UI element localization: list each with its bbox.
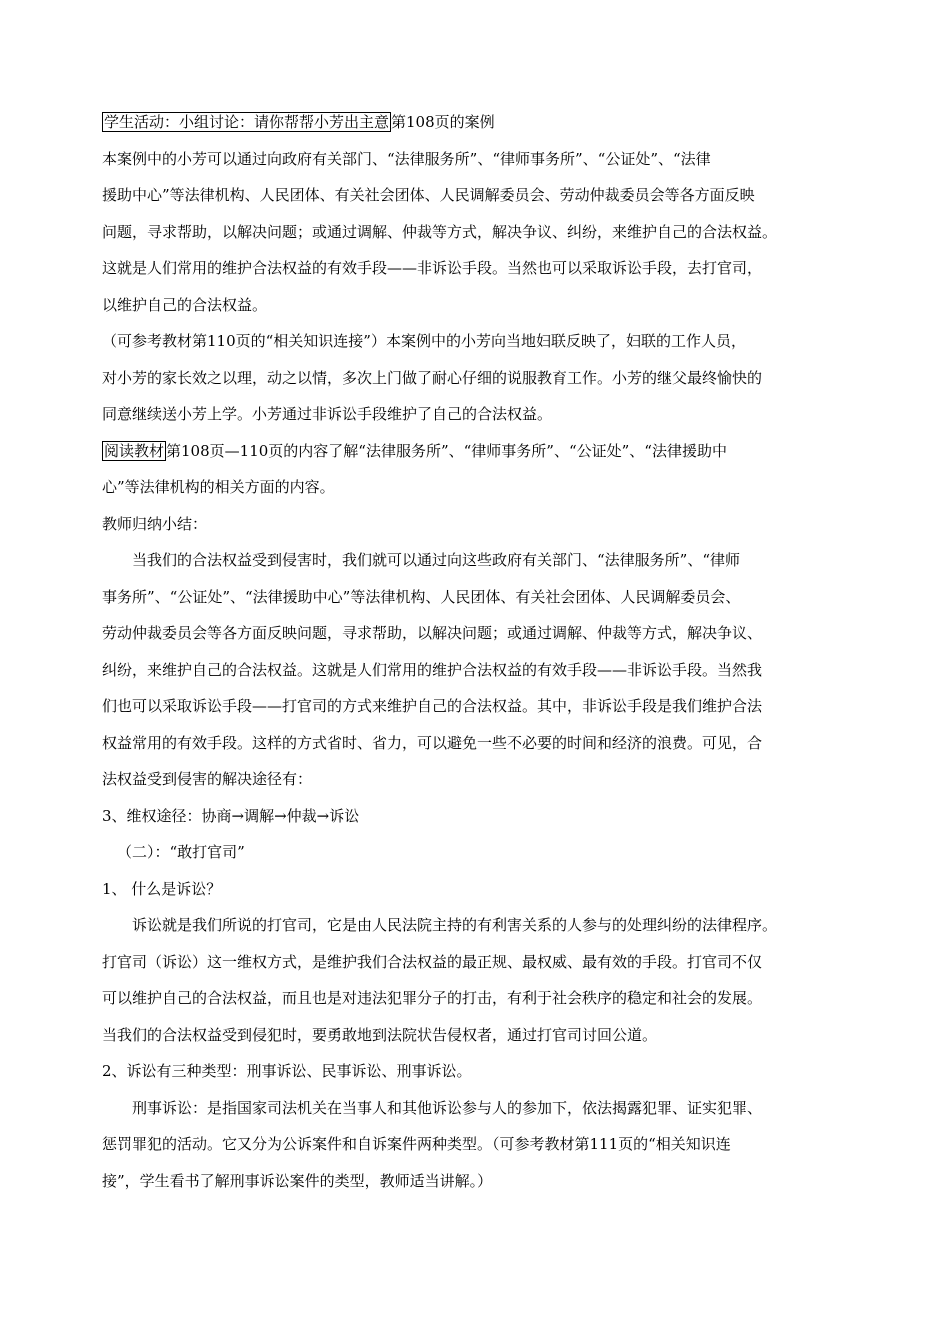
text-line: （可参考教材第110页的“相关知识连接”）本案例中的小芳向当地妇联反映了，妇联的工作人员， (102, 332, 746, 350)
boxed-label: 学生活动：小组讨论：请你帮帮小芳出主意 (104, 113, 390, 131)
text-line: 事务所”、“公证处”、“法律援助中心”等法律机构、人民团体、有关社会团体、人民调解委员会、 (102, 587, 741, 606)
text-line: 3、维权途径：协商→调解→仲裁→诉讼 (102, 806, 360, 825)
criminal-litigation-paragraph (102, 1090, 862, 1200)
text-line: 劳动仲裁委员会等各方面反映问题，寻求帮助，以解决问题；或通过调解、仲裁等方式，解决争议、 (102, 624, 763, 642)
text-line: 诉讼就是我们所说的打官司，它是由人民法院主持的有利害关系的人参与的处理纠纷的法律程序。 (132, 916, 778, 934)
text-line: 当我们的合法权益受到侵害时，我们就可以通过向这些政府有关部门、“法律服务所”、“律师 (132, 551, 741, 569)
text-line: 们也可以采取诉讼手段——打官司的方式来维护自己的合法权益。其中，非诉讼手段是我们维护合法 (102, 697, 763, 715)
text-line: （二）：“敢打官司” (117, 843, 245, 861)
reading-rest: 第108页—110页的内容了解“法律服务所”、“律师事务所”、“公证处”、“法律援助中 (166, 441, 727, 460)
litigation-paragraph (102, 907, 862, 1053)
text-line: 同意继续送小芳上学。小芳通过非诉讼手段维护了自己的合法权益。 (102, 405, 553, 423)
question-heading (102, 871, 862, 908)
text-line: 惩罚罪犯的活动。它又分为公诉案件和自诉案件两种类型。（可参考教材第111页的“相关知识连 (102, 1135, 731, 1153)
text-line: 本案例中的小芳可以通过向政府有关部门、“法律服务所”、“律师事务所”、“公证处”、“法律 (102, 149, 711, 168)
document-body (102, 104, 862, 1199)
text-line: 对小芳的家长效之以理，动之以情，多次上门做了耐心仔细的说服教育工作。小芳的继父最终愉快的 (102, 368, 763, 387)
heading-rest: 第108页的案例 (391, 113, 495, 131)
summary-paragraph (102, 542, 862, 798)
text-line: 法权益受到侵害的解决途径有： (102, 770, 313, 788)
reference-paragraph (102, 323, 862, 433)
student-activity-heading (102, 104, 862, 141)
boxed-label: 阅读教材 (104, 441, 165, 460)
text-line: 问题，寻求帮助，以解决问题；或通过调解、仲裁等方式，解决争议、纠纷，来维护自己的合法权益。 (102, 222, 778, 241)
text-line: 刑事诉讼：是指国家司法机关在当事人和其他诉讼参与人的参加下，依法揭露犯罪、证实犯罪、 (132, 1098, 763, 1117)
text-line (102, 433, 862, 470)
text-line: 这就是人们常用的维护合法权益的有效手段——非诉讼手段。当然也可以采取诉讼手段，去打官司， (102, 259, 763, 277)
rights-path-item (102, 798, 862, 835)
text-line: 教师归纳小结： (102, 514, 208, 533)
text-line: 援助中心”等法律机构、人民团体、有关社会团体、人民调解委员会、劳动仲裁委员会等各方面反映 (102, 186, 755, 204)
text-line: 当我们的合法权益受到侵犯时，要勇敢地到法院状告侵权者，通过打官司讨回公道。 (102, 1025, 658, 1044)
text-line: 权益常用的有效手段。这样的方式省时、省力，可以避免一些不必要的时间和经济的浪费。可见，合 (102, 733, 763, 752)
text-line: 以维护自己的合法权益。 (102, 295, 268, 314)
litigation-types-item (102, 1053, 862, 1090)
text-line: 纠纷，来维护自己的合法权益。这就是人们常用的维护合法权益的有效手段——非诉讼手段。当然我 (102, 660, 763, 679)
reading-paragraph (102, 433, 862, 506)
text-line: 心”等法律机构的相关方面的内容。 (102, 478, 335, 496)
case-analysis-paragraph (102, 141, 862, 324)
text-line: 接”，学生看书了解刑事诉讼案件的类型，教师适当讲解。） (102, 1171, 493, 1190)
text-line: 可以维护自己的合法权益，而且也是对违法犯罪分子的打击，有利于社会秩序的稳定和社会的发展。 (102, 989, 763, 1007)
text-line: 打官司（诉讼）这一维权方式，是维护我们合法权益的最正规、最权威、最有效的手段。打官司不仅 (102, 952, 763, 971)
text-line: 2、诉讼有三种类型：刑事诉讼、民事诉讼、刑事诉讼。 (102, 1062, 472, 1080)
text-line: 1、 什么是诉讼？ (102, 879, 222, 898)
teacher-summary-heading (102, 506, 862, 543)
section-heading (102, 834, 862, 871)
